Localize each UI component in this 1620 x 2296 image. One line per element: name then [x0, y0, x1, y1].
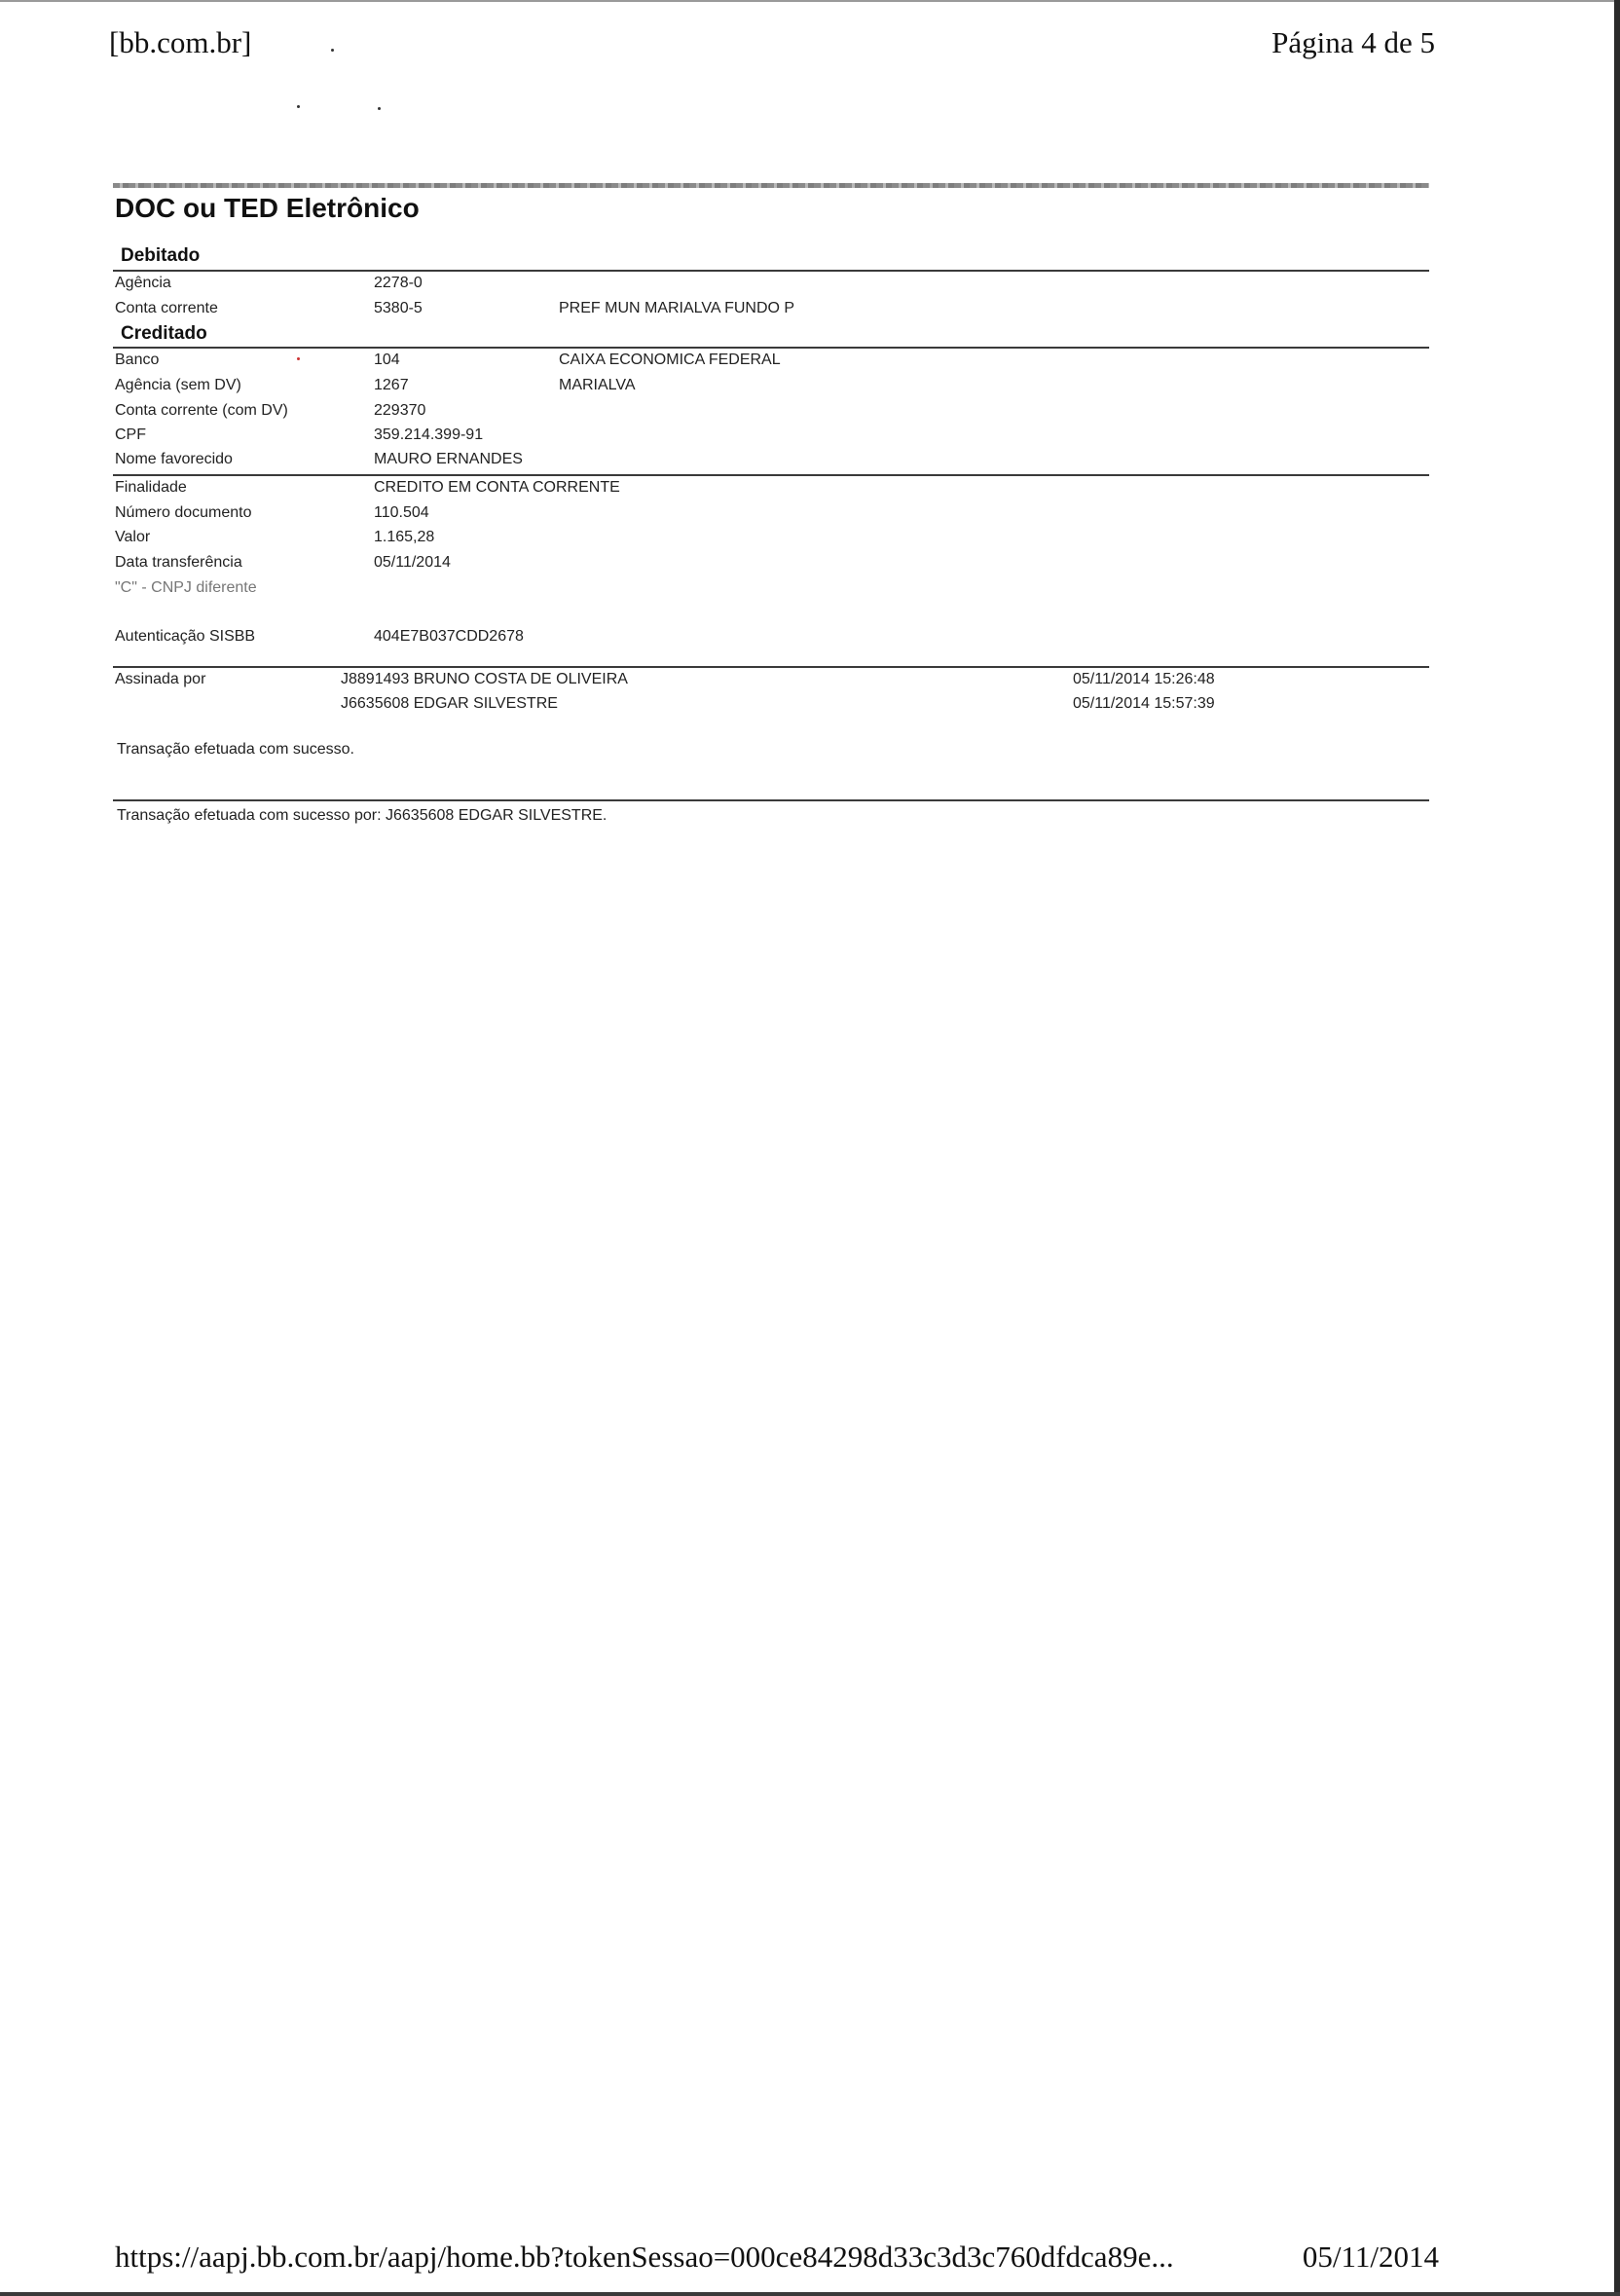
field-label: Conta corrente — [115, 300, 218, 316]
field-label: Finalidade — [115, 479, 187, 496]
signer-name: J8891493 BRUNO COSTA DE OLIVEIRA — [341, 671, 628, 687]
creditado-row-banco — [115, 352, 1429, 375]
creditado-row-agencia — [115, 377, 1429, 400]
field-label: CPF — [115, 426, 146, 443]
detail-row-finalidade — [115, 479, 1429, 502]
scan-speck — [331, 49, 334, 52]
field-extra: MARIALVA — [559, 377, 636, 393]
field-value: 104 — [374, 352, 400, 368]
scan-edge-top — [0, 0, 1620, 2]
field-extra: PREF MUN MARIALVA FUNDO P — [559, 300, 795, 316]
field-label: Agência — [115, 275, 171, 291]
field-value: 229370 — [374, 402, 426, 419]
detail-row-valor — [115, 529, 1429, 552]
field-label: Número documento — [115, 504, 252, 521]
section-divider — [113, 474, 1429, 476]
field-value: 5380-5 — [374, 300, 423, 316]
debitado-row-agencia — [115, 275, 1429, 298]
field-value: MAURO ERNANDES — [374, 451, 523, 467]
field-label: Valor — [115, 529, 151, 545]
section-divider — [113, 799, 1429, 801]
document-title: DOC ou TED Eletrônico — [115, 193, 420, 223]
scan-edge-right — [1614, 0, 1620, 2296]
field-label: Autenticação SISBB — [115, 628, 256, 645]
field-value: 1267 — [374, 377, 409, 393]
field-extra: CAIXA ECONOMICA FEDERAL — [559, 352, 781, 368]
section-divider — [113, 666, 1429, 668]
status-message: Transação efetuada com sucesso. — [117, 741, 354, 758]
final-message: Transação efetuada com sucesso por: J6635608 EDGAR SILVESTRE. — [117, 807, 608, 824]
section-divider — [113, 270, 1429, 272]
field-label: Data transferência — [115, 554, 242, 571]
header-site: [bb.com.br] — [109, 25, 252, 59]
scan-speck — [297, 105, 300, 108]
detail-row-data — [115, 554, 1429, 577]
section-debitado: Debitado — [121, 245, 201, 266]
section-creditado: Creditado — [121, 323, 207, 344]
creditado-row-favorecido — [115, 451, 1429, 474]
signer-datetime: 05/11/2014 15:57:39 — [1073, 695, 1215, 712]
field-label: Assinada por — [115, 671, 206, 687]
creditado-row-cpf — [115, 426, 1429, 450]
field-label: Banco — [115, 352, 160, 368]
field-value: 05/11/2014 — [374, 554, 451, 571]
footer-date: 05/11/2014 — [1302, 2240, 1439, 2274]
signature-row — [115, 671, 1429, 694]
field-label: Agência (sem DV) — [115, 377, 241, 393]
debitado-row-conta — [115, 300, 1429, 323]
section-divider — [113, 347, 1429, 349]
detail-row-numero — [115, 504, 1429, 528]
field-value: 359.214.399-91 — [374, 426, 484, 443]
field-value: 2278-0 — [374, 275, 423, 291]
field-label: Nome favorecido — [115, 451, 233, 467]
signature-row — [115, 695, 1429, 719]
signer-name: J6635608 EDGAR SILVESTRE — [341, 695, 558, 712]
header-page-number: Página 4 de 5 — [1271, 25, 1435, 59]
scan-edge-bottom — [0, 2292, 1620, 2296]
top-divider — [113, 183, 1429, 188]
field-value: 404E7B037CDD2678 — [374, 628, 524, 645]
scan-speck — [378, 107, 381, 110]
signer-datetime: 05/11/2014 15:26:48 — [1073, 671, 1215, 687]
field-value: 110.504 — [374, 504, 429, 521]
field-value: CREDITO EM CONTA CORRENTE — [374, 479, 620, 496]
note-text: "C" - CNPJ diferente — [115, 579, 257, 596]
field-value: 1.165,28 — [374, 529, 435, 545]
detail-note — [115, 579, 1429, 603]
autenticacao-row — [115, 628, 1429, 651]
footer-url: https://aapj.bb.com.br/aapj/home.bb?tokenSessao=000ce84298d33c3d3c760dfdca89e... — [115, 2240, 1174, 2274]
field-label: Conta corrente (com DV) — [115, 402, 288, 419]
creditado-row-conta — [115, 402, 1429, 426]
